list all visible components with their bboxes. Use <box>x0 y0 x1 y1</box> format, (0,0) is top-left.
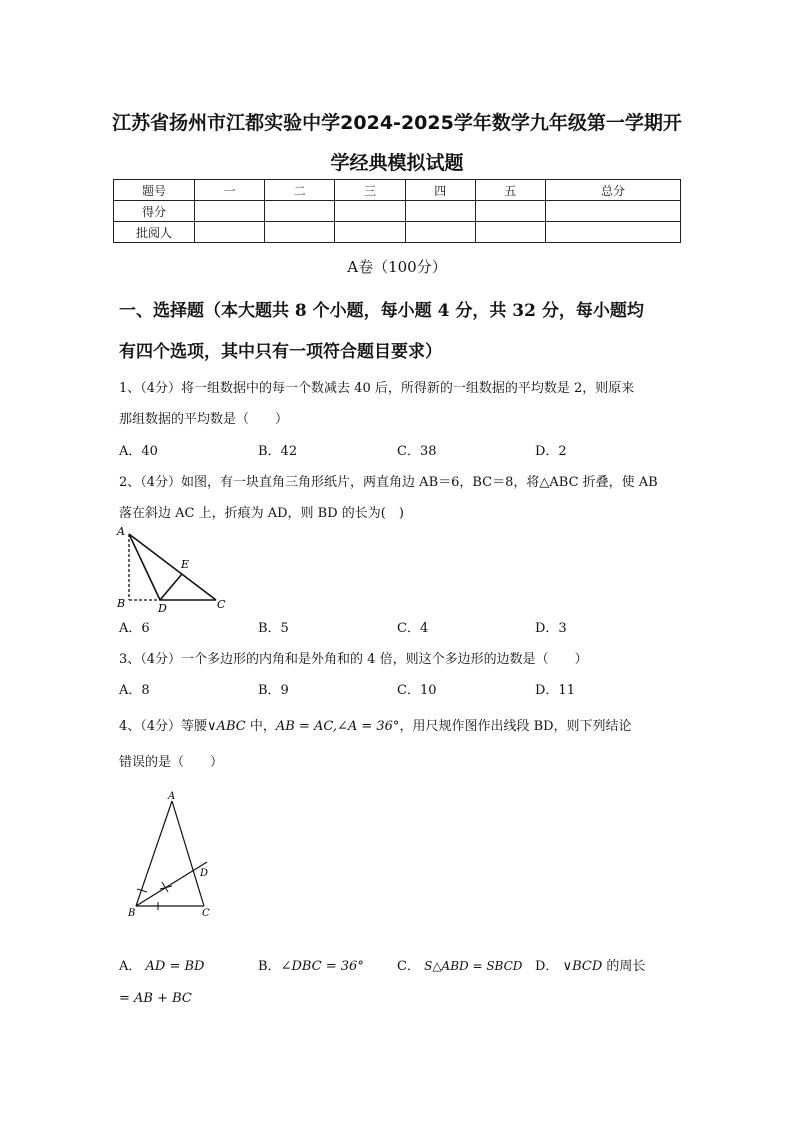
q4-stem-line1 <box>119 715 632 734</box>
q4-option-b <box>258 955 364 974</box>
fig-line-bd <box>136 862 207 906</box>
q4-option-d-math: ∨BCD <box>562 959 603 974</box>
fig-label-e: E <box>181 558 190 571</box>
score-cell <box>475 201 545 222</box>
q4-option-c <box>397 955 522 974</box>
score-header-cell: 题号 <box>114 180 195 201</box>
score-cell <box>265 222 335 243</box>
score-cell <box>195 201 265 222</box>
q1-stem-line2: 那组数据的平均数是（ ） <box>119 412 289 427</box>
q4-option-d-line2: = AB + BC <box>119 991 192 1006</box>
q4-option-a <box>119 955 204 974</box>
q2-stem-line2: 落在斜边 AC 上，折痕为 AD，则 BD 的长为( ) <box>119 506 404 521</box>
score-cell <box>405 201 475 222</box>
q3-option-a: A．8 <box>119 683 150 698</box>
fig-label-a: A <box>117 525 125 538</box>
fig-line-ac <box>129 534 216 600</box>
q4-stem-line2: 错误的是（ ） <box>119 755 224 770</box>
fig-label-d: D <box>200 868 209 879</box>
q4-option-a-math: AD = BD <box>145 959 205 974</box>
fig-line-ad <box>129 534 160 600</box>
q3-option-c: C．10 <box>397 683 437 698</box>
fig-line-de <box>160 574 182 600</box>
q4-option-b-label: B． <box>258 959 281 974</box>
score-table-row <box>114 201 681 222</box>
q4-mid: 中， <box>245 719 276 734</box>
q1-option-c: C．38 <box>397 444 437 459</box>
score-table-row <box>114 222 681 243</box>
score-cell <box>335 201 405 222</box>
score-cell <box>546 201 681 222</box>
q4-triangle-symbol: ∨ABC <box>207 719 246 734</box>
q4-condition: AB = AC,∠A = 36° <box>275 719 400 734</box>
q4-option-b-math: ∠DBC = 36° <box>280 959 364 974</box>
q1-stem-line1: 1、（4分）将一组数据中的每一个数减去 40 后，所得新的一组数据的平均数是 2，则原来 <box>119 381 635 396</box>
section-heading-line1: 一、选择题（本大题共 8 个小题，每小题 4 分，共 32 分，每小题均 <box>119 301 644 321</box>
q4-option-d-text: 的周长 <box>602 959 646 974</box>
q2-option-c: C．4 <box>397 621 429 636</box>
score-header-cell: 五 <box>475 180 545 201</box>
score-cell <box>546 222 681 243</box>
score-row-label: 批阅人 <box>114 222 195 243</box>
score-cell <box>405 222 475 243</box>
q4-option-d-label: D． <box>535 959 559 974</box>
score-header-cell: 四 <box>405 180 475 201</box>
fig-line-ac <box>172 801 204 906</box>
q3-option-b: B．9 <box>258 683 289 698</box>
section-heading-line2: 有四个选项，其中只有一项符合题目要求） <box>119 342 442 362</box>
q2-triangle-figure <box>112 522 237 614</box>
q4-option-d <box>535 955 645 974</box>
q1-option-d: D．2 <box>535 444 567 459</box>
score-header-cell: 一 <box>195 180 265 201</box>
volume-heading: A卷（100分） <box>347 258 447 276</box>
score-header-cell: 总分 <box>546 180 681 201</box>
score-cell <box>265 201 335 222</box>
q1-option-b: B．42 <box>258 444 298 459</box>
q4-suffix: ，用尺规作图作出线段 BD，则下列结论 <box>399 719 632 734</box>
score-table-header-row <box>114 180 681 201</box>
fig-label-c: C <box>202 908 210 919</box>
q2-option-b: B．5 <box>258 621 289 636</box>
score-header-cell: 三 <box>335 180 405 201</box>
q4-prefix: 4、（4分）等腰 <box>119 719 208 734</box>
q2-option-a: A．6 <box>119 621 150 636</box>
score-cell <box>195 222 265 243</box>
fig-label-d: D <box>158 602 167 614</box>
exam-title-line2: 学经典模拟试题 <box>330 152 464 174</box>
q4-isosceles-figure <box>122 786 222 921</box>
fig-label-c: C <box>217 598 226 611</box>
score-row-label: 得分 <box>114 201 195 222</box>
exam-title-line1: 江苏省扬州市江都实验中学2024-2025学年数学九年级第一学期开 <box>112 112 682 134</box>
q4-option-c-label: C． <box>397 959 420 974</box>
q2-stem-line1: 2、（4分）如图，有一块直角三角形纸片，两直角边 AB＝6，BC＝8，将△ABC 折叠，使 AB <box>119 475 658 490</box>
fig-label-a: A <box>168 791 176 802</box>
fig-label-b: B <box>128 908 136 919</box>
score-cell <box>475 222 545 243</box>
q3-option-d: D．11 <box>535 683 575 698</box>
score-table <box>113 179 681 243</box>
fig-label-b: B <box>117 597 126 610</box>
q3-stem: 3、（4分）一个多边形的内角和是外角和的 4 倍，则这个多边形的边数是（ ） <box>119 652 588 667</box>
score-header-cell: 二 <box>265 180 335 201</box>
q4-option-c-math: S△ABD = SBCD <box>424 959 523 973</box>
q2-option-d: D．3 <box>535 621 567 636</box>
q4-option-a-label: A． <box>119 959 142 974</box>
score-cell <box>335 222 405 243</box>
q1-option-a: A．40 <box>119 444 158 459</box>
